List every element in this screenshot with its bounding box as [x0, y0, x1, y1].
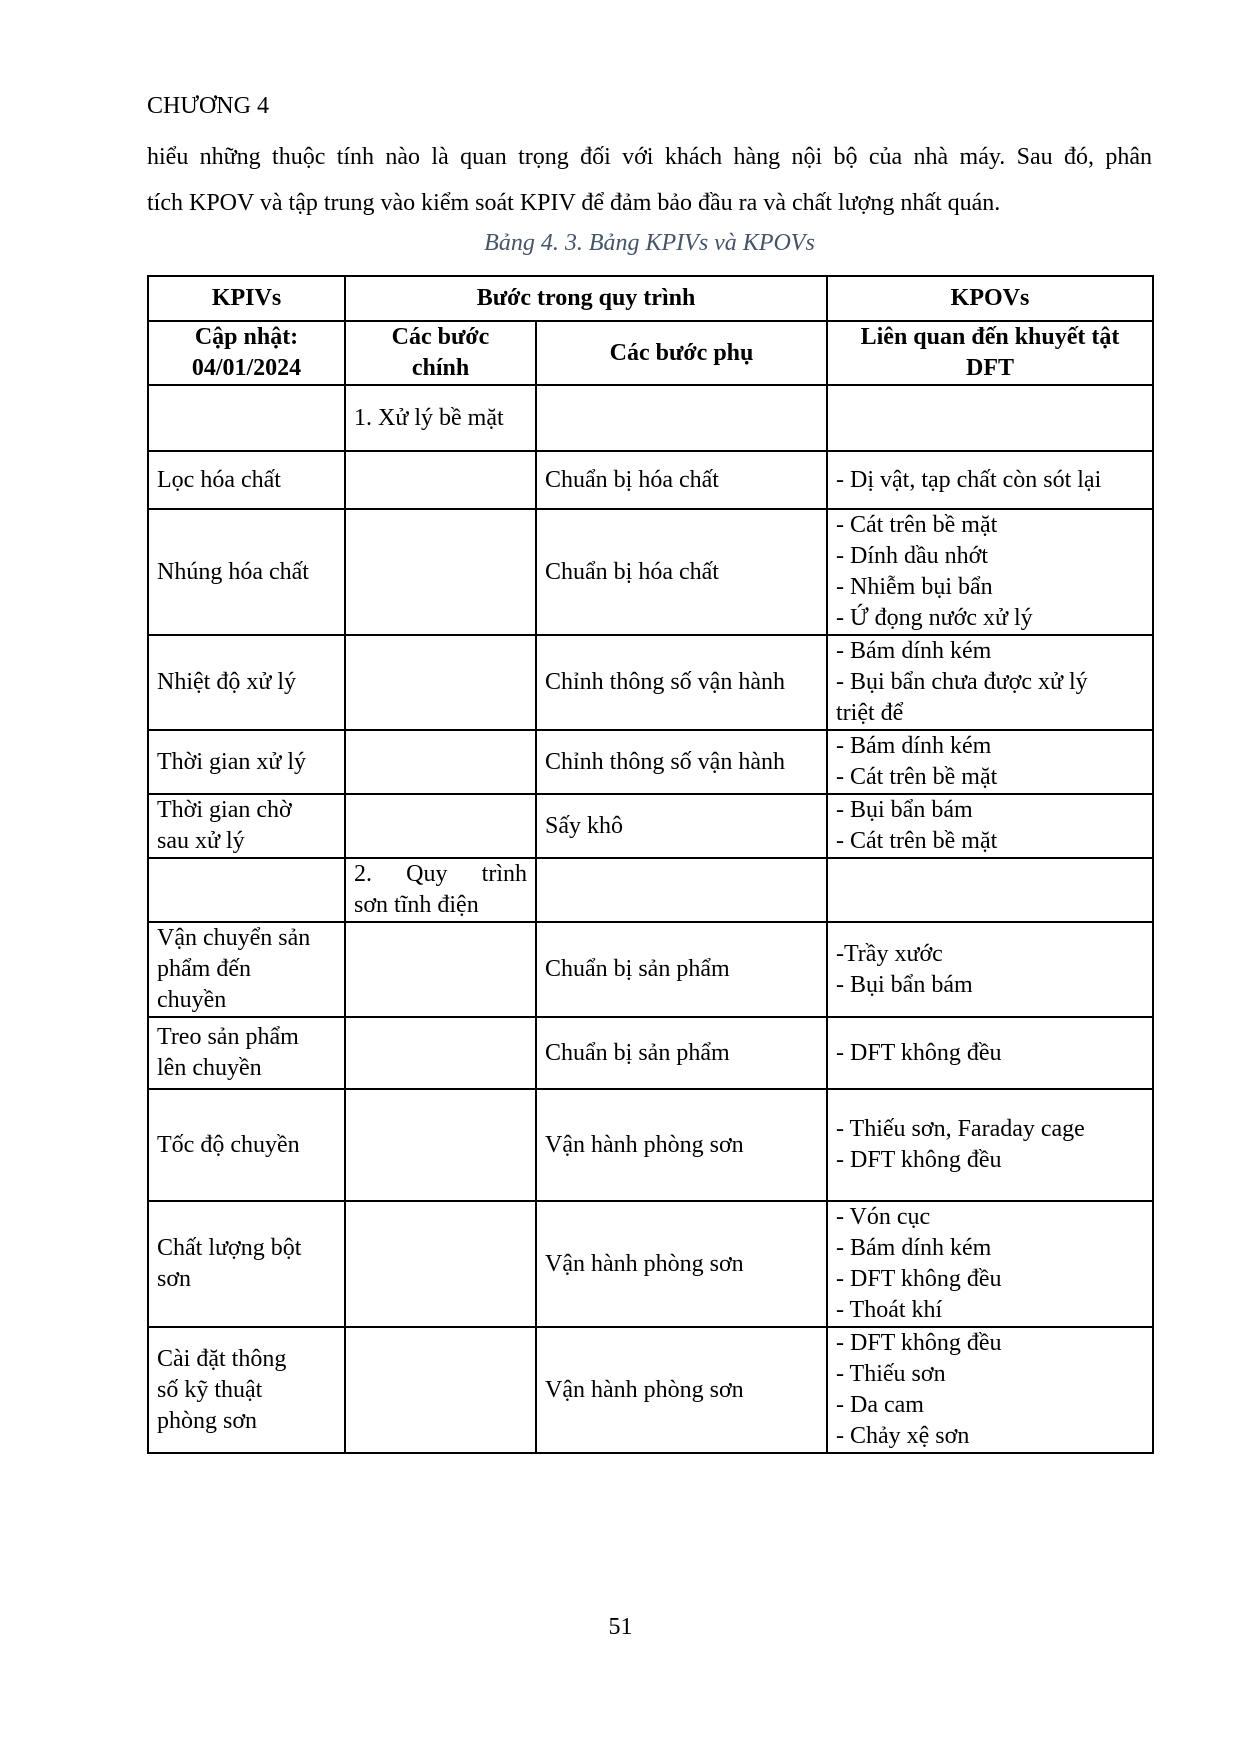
- kpiv-cell-line: Treo sản phẩm: [157, 1024, 299, 1050]
- table-row: [148, 385, 1153, 451]
- header-main-steps-line: chính: [411, 355, 470, 381]
- sub-step-cell-line: Vận hành phòng sơn: [545, 1131, 744, 1158]
- main-step-cell: [345, 451, 536, 509]
- main-step-cell: [345, 794, 536, 858]
- paragraph-line: tích KPOV và tập trung vào kiểm soát KPIV để đảm bảo đầu ra và chất lượng nhất quán.: [147, 190, 1001, 216]
- kpov-cell-line: - Bám dính kém: [836, 638, 992, 664]
- kpiv-cell-line: Thời gian xử lý: [157, 748, 307, 775]
- kpov-cell: [827, 730, 1153, 794]
- kpov-cell: [827, 1089, 1153, 1201]
- kpiv-cell-line: chuyền: [157, 987, 227, 1013]
- kpiv-cell-line: Nhiệt độ xử lý: [157, 669, 296, 695]
- main-step-cell-line: sơn tĩnh điện: [354, 892, 479, 918]
- header-kpivs: KPIVs: [148, 276, 345, 321]
- sub-step-cell-line: Vận hành phòng sơn: [545, 1250, 744, 1277]
- table-body: [148, 385, 1153, 1453]
- kpov-cell: [827, 1327, 1153, 1453]
- kpiv-cell: [148, 1327, 345, 1453]
- main-step-cell: [345, 385, 536, 451]
- main-step-cell: [345, 1201, 536, 1327]
- header-main-steps: [345, 321, 536, 385]
- kpiv-cell-line: lên chuyền: [157, 1055, 262, 1081]
- kpiv-cell: [148, 1201, 345, 1327]
- kpiv-cell: [148, 1089, 345, 1201]
- header-defects-line: Liên quan đến khuyết tật: [860, 324, 1120, 350]
- kpov-cell-line: - Thoát khí: [836, 1297, 943, 1323]
- kpov-cell-line: - DFT không đều: [836, 1266, 1002, 1292]
- kpov-cell: [827, 794, 1153, 858]
- kpov-cell: [827, 1017, 1153, 1089]
- kpiv-cell: [148, 635, 345, 730]
- kpov-cell-line: - Dị vật, tạp chất còn sót lại: [836, 466, 1102, 493]
- updated-label: Cập nhật:: [194, 324, 299, 350]
- table-caption: Bảng 4. 3. Bảng KPIVs và KPOVs: [484, 230, 815, 256]
- kpiv-cell: [148, 509, 345, 635]
- sub-step-cell-line: Sấy khô: [545, 812, 623, 839]
- sub-step-cell-line: Chuẩn bị sản phẩm: [545, 956, 730, 982]
- updated-date: 04/01/2024: [191, 355, 302, 381]
- table-row: [148, 1089, 1153, 1201]
- sub-step-cell: [536, 451, 827, 509]
- sub-step-cell-line: Chuẩn bị hóa chất: [545, 466, 719, 493]
- sub-step-cell: [536, 1017, 827, 1089]
- kpov-cell-line: - Thiếu sơn, Faraday cage: [836, 1116, 1085, 1142]
- chapter-header: CHƯƠNG 4: [147, 93, 269, 119]
- kpiv-kpov-table: [147, 275, 1154, 1454]
- kpov-cell: [827, 635, 1153, 730]
- kpiv-cell: [148, 451, 345, 509]
- kpiv-cell-line: Lọc hóa chất: [157, 466, 281, 493]
- sub-step-cell-line: Chuẩn bị hóa chất: [545, 558, 719, 585]
- kpiv-cell: [148, 794, 345, 858]
- kpov-cell-line: - Bụi bẩn bám: [836, 971, 973, 998]
- kpiv-cell-line: sau xử lý: [157, 828, 245, 854]
- kpov-cell-line: - Thiếu sơn: [836, 1361, 946, 1387]
- sub-step-cell: [536, 858, 827, 922]
- kpiv-cell-line: phòng sơn: [157, 1407, 258, 1434]
- sub-step-cell: [536, 385, 827, 451]
- kpov-cell-line: - DFT không đều: [836, 1039, 1002, 1066]
- kpiv-cell: [148, 858, 345, 922]
- sub-step-cell-line: Chuẩn bị sản phẩm: [545, 1039, 730, 1066]
- kpov-cell-line: - Vón cục: [836, 1204, 931, 1230]
- kpov-cell-line: - DFT không đều: [836, 1330, 1002, 1356]
- table-row: [148, 509, 1153, 635]
- kpov-cell-line: -Trầy xước: [836, 940, 943, 967]
- kpov-cell-line: - Chảy xệ sơn: [836, 1423, 970, 1449]
- main-step-cell-line: 2. Quy trình: [354, 861, 527, 887]
- main-step-cell-line: 1. Xử lý bề mặt: [354, 404, 504, 431]
- header-sub-steps: Các bước phụ: [536, 321, 827, 385]
- kpiv-cell-line: phẩm đến: [157, 956, 251, 982]
- sub-step-cell: [536, 1327, 827, 1453]
- main-step-cell: [345, 1089, 536, 1201]
- kpov-cell-line: - Ứ đọng nước xử lý: [836, 605, 1033, 631]
- main-step-cell: [345, 635, 536, 730]
- kpiv-cell-line: số kỹ thuật: [157, 1376, 263, 1403]
- header-defects: [827, 321, 1153, 385]
- kpov-cell-line: - Bám dính kém: [836, 733, 992, 759]
- kpov-cell: [827, 451, 1153, 509]
- header-kpovs: KPOVs: [827, 276, 1153, 321]
- kpiv-cell-line: Tốc độ chuyền: [157, 1131, 300, 1158]
- sub-step-cell: [536, 1201, 827, 1327]
- header-main-steps-line: Các bước: [391, 324, 490, 350]
- kpov-cell-line: - Cát trên bề mặt: [836, 512, 998, 538]
- kpiv-cell: [148, 922, 345, 1017]
- main-step-cell: [345, 1017, 536, 1089]
- paragraph-line: hiểu những thuộc tính nào là quan trọng đối với khách hàng nội bộ của nhà máy. Sau đó, phân: [147, 144, 1152, 170]
- sub-step-cell: [536, 635, 827, 730]
- kpiv-cell-line: Cài đặt thông: [157, 1345, 287, 1372]
- header-defects-line: DFT: [966, 355, 1014, 381]
- table-row: [148, 730, 1153, 794]
- kpov-cell-line: - Da cam: [836, 1392, 924, 1418]
- sub-step-cell-line: Vận hành phòng sơn: [545, 1376, 744, 1403]
- table-row: [148, 451, 1153, 509]
- table-row: [148, 858, 1153, 922]
- table-row: [148, 1017, 1153, 1089]
- kpov-cell-line: - Dính dầu nhớt: [836, 543, 989, 569]
- kpov-cell-line: - DFT không đều: [836, 1147, 1002, 1173]
- sub-step-cell: [536, 509, 827, 635]
- kpiv-cell-line: Vận chuyển sản: [157, 925, 311, 951]
- kpov-cell: [827, 385, 1153, 451]
- kpov-cell-line: - Bụi bẩn chưa được xử lý: [836, 669, 1088, 695]
- table-row: [148, 1327, 1153, 1453]
- body-paragraph: [147, 134, 1152, 226]
- main-step-cell: [345, 858, 536, 922]
- kpov-cell-line: - Cát trên bề mặt: [836, 764, 998, 790]
- kpov-cell-line: - Cát trên bề mặt: [836, 828, 998, 854]
- sub-step-cell: [536, 730, 827, 794]
- kpiv-cell-line: sơn: [157, 1266, 192, 1292]
- header-row-1: [148, 276, 1153, 321]
- table-row: [148, 794, 1153, 858]
- kpov-cell: [827, 509, 1153, 635]
- sub-step-cell: [536, 1089, 827, 1201]
- header-row-2: [148, 321, 1153, 385]
- kpiv-cell-line: Thời gian chờ: [157, 797, 292, 823]
- table-row: [148, 1201, 1153, 1327]
- kpiv-cell-line: Nhúng hóa chất: [157, 558, 309, 585]
- main-step-cell: [345, 1327, 536, 1453]
- kpiv-cell: [148, 385, 345, 451]
- table-row: [148, 635, 1153, 730]
- header-process-steps: Bước trong quy trình: [345, 276, 827, 321]
- kpov-cell: [827, 858, 1153, 922]
- kpov-cell-line: - Bụi bẩn bám: [836, 797, 973, 823]
- sub-step-cell: [536, 794, 827, 858]
- kpiv-cell-line: Chất lượng bột: [157, 1235, 302, 1261]
- main-step-cell: [345, 509, 536, 635]
- sub-step-cell: [536, 922, 827, 1017]
- sub-step-cell-line: Chỉnh thông số vận hành: [545, 748, 785, 775]
- kpov-cell-line: - Nhiễm bụi bẩn: [836, 574, 993, 600]
- sub-step-cell-line: Chỉnh thông số vận hành: [545, 669, 785, 695]
- main-step-cell: [345, 922, 536, 1017]
- kpov-cell-line: - Bám dính kém: [836, 1235, 992, 1261]
- table-row: [148, 922, 1153, 1017]
- header-updated: [148, 321, 345, 385]
- page-number: 51: [608, 1614, 633, 1640]
- kpov-cell: [827, 922, 1153, 1017]
- kpiv-cell: [148, 730, 345, 794]
- kpiv-cell: [148, 1017, 345, 1089]
- kpov-cell-line: triệt để: [836, 700, 904, 726]
- main-step-cell: [345, 730, 536, 794]
- kpov-cell: [827, 1201, 1153, 1327]
